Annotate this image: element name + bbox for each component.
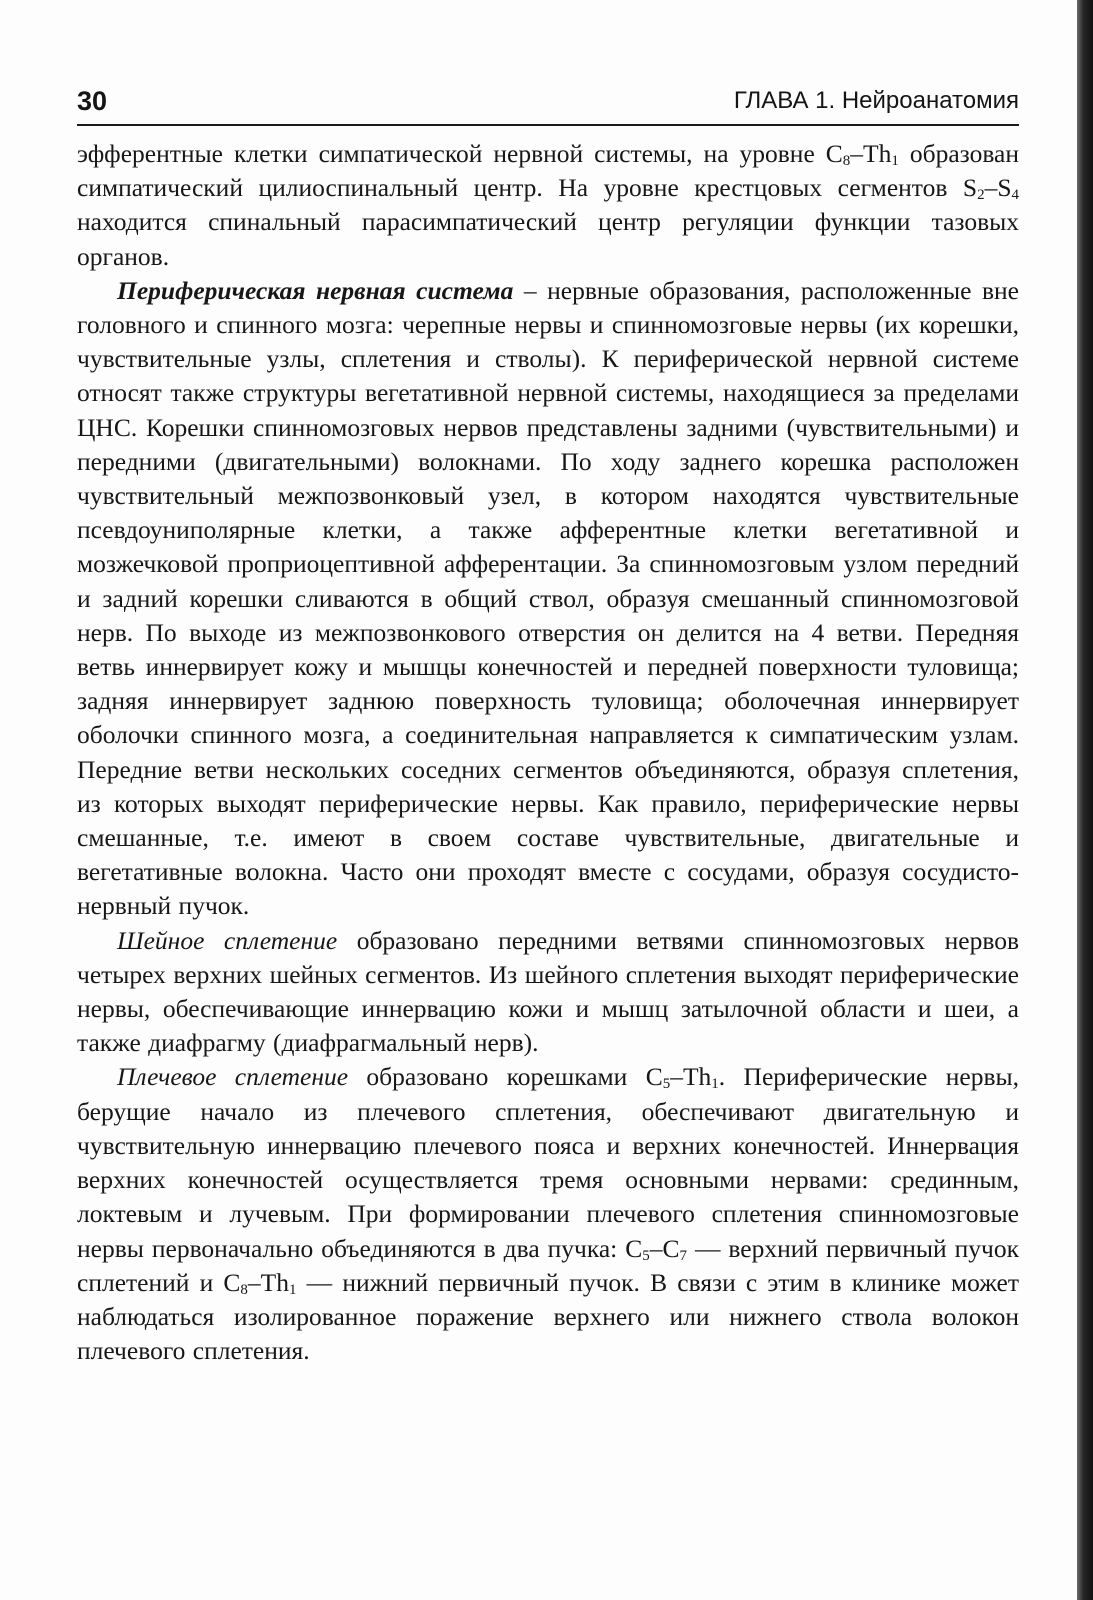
subscript-index: 4 [1011,187,1019,204]
paragraph-text: образовано корешками C [348,1062,663,1092]
paragraph-text: — нижний первичный пучок. В связи с этим в клинике может наблюдаться изолированное поражение верхнего или нижнего ствола волокон плечевого сплетения. [77,1267,1019,1366]
subscript-index: 1 [891,153,899,169]
paragraph-text: –C [649,1233,680,1263]
paragraph-text: –Th [850,139,892,168]
term-heading: Плечевое сплетение [117,1062,349,1092]
paragraph-text: –S [984,173,1012,203]
page-number: 30 [77,86,108,116]
paragraph-text: –Th [247,1267,289,1297]
paragraph-text: образовано передними ветвями спинномозговых нервов четырех верхних шейных сегментов. Из шейного сплетения выходят периферические нервы, обеспечивающие иннервацию кожи и мышц затылочной области и шеи, а также диафрагму (диафрагмальный нерв). [77,925,1019,1058]
subscript-index: 1 [711,1076,719,1093]
paragraph-text: –Th [670,1062,712,1092]
chapter-running-head: ГЛАВА 1. Нейроанатомия [733,87,1019,114]
paragraph-text: – нервные образования, расположенные вне головного и спинного мозга: черепные нервы и спинномозговые нервы (их корешки, чувствительные узлы, сплетения и стволы). К периферической нервной системе относят также структуры вегетативной нервной системы, находящиеся за пределами ЦНС. Корешки спинномозговых нервов представлены задними (чувствительными) и передними (двигательными) волокнами. По ходу заднего корешка расположен чувствительный межпозвонковый узел, в котором находятся чувствительные псевдоуниполярные клетки, а также афферентные клетки вегетативной и мозжечковой проприоцептивной афферентации. За спинномозговым узлом передний и задний корешки сливаются в общий ствол, образуя смешанный спинномозговой нерв. По выходе из межпозвонкового отверстия он делится на 4 ветви. Передняя ветвь иннервирует кожу и мышцы конечностей и передней поверхности туловища; задняя иннервирует заднюю поверхность туловища; оболочечная иннервирует оболочки спинного мозга, а соединительная направляется к симпатическим узлам. Передние ветви нескольких соседних сегментов объединяются, образуя сплетения, из которых выходят периферические нервы. Как правило, периферические нервы смешанные, т.е. имеют в своем составе чувствительные, двигательные и вегетативные волокна. Часто они проходят вместе с сосудами, образуя сосудисто-нервный пучок. [77,275,1020,921]
paragraph-cervical-plexus [77,924,1019,1061]
paragraph-text: — верхний первичный пучок сплетений и C [77,1233,1020,1297]
paragraph-text: . Периферические нервы, берущие начало из плечевого сплетения, обеспечивают двигательную и чувствительную иннервацию плечевого пояса и верхних конечностей. Иннервация верхних конечностей осуществляется тремя основными нервами: срединным, локтевым и лучевым. При формировании плечевого сплетения спинномозговые нервы первоначально объединяются в два пучка: C [77,1062,1019,1263]
term-heading: Периферическая нервная система [117,275,514,305]
paragraph-intro-continued [77,137,1019,274]
subscript-index: 5 [642,1247,650,1264]
subscript-index: 8 [240,1281,248,1298]
paragraph-peripheral-nervous-system [77,274,1019,924]
paragraph-brachial-plexus [77,1060,1019,1368]
subscript-index: 5 [662,1076,671,1093]
term-heading: Шейное сплетение [117,925,338,955]
subscript-index: 1 [289,1281,297,1298]
scan-page-edge-shadow [1077,0,1093,1600]
paragraph-text: образован симпатический цилиоспинальный центр. На уровне крестцовых сегментов S [77,139,1019,203]
subscript-index: 7 [679,1247,687,1264]
subscript-index: 2 [977,187,985,204]
paragraph-text: эфферентные клетки симпатической нервной системы, на уровне C [77,139,843,168]
paragraph-text: находится спинальный парасимпатический центр регуляции функции тазовых органов. [77,207,1019,271]
page-header [77,84,1019,126]
subscript-index: 8 [842,153,851,169]
page-body [77,137,1019,1368]
